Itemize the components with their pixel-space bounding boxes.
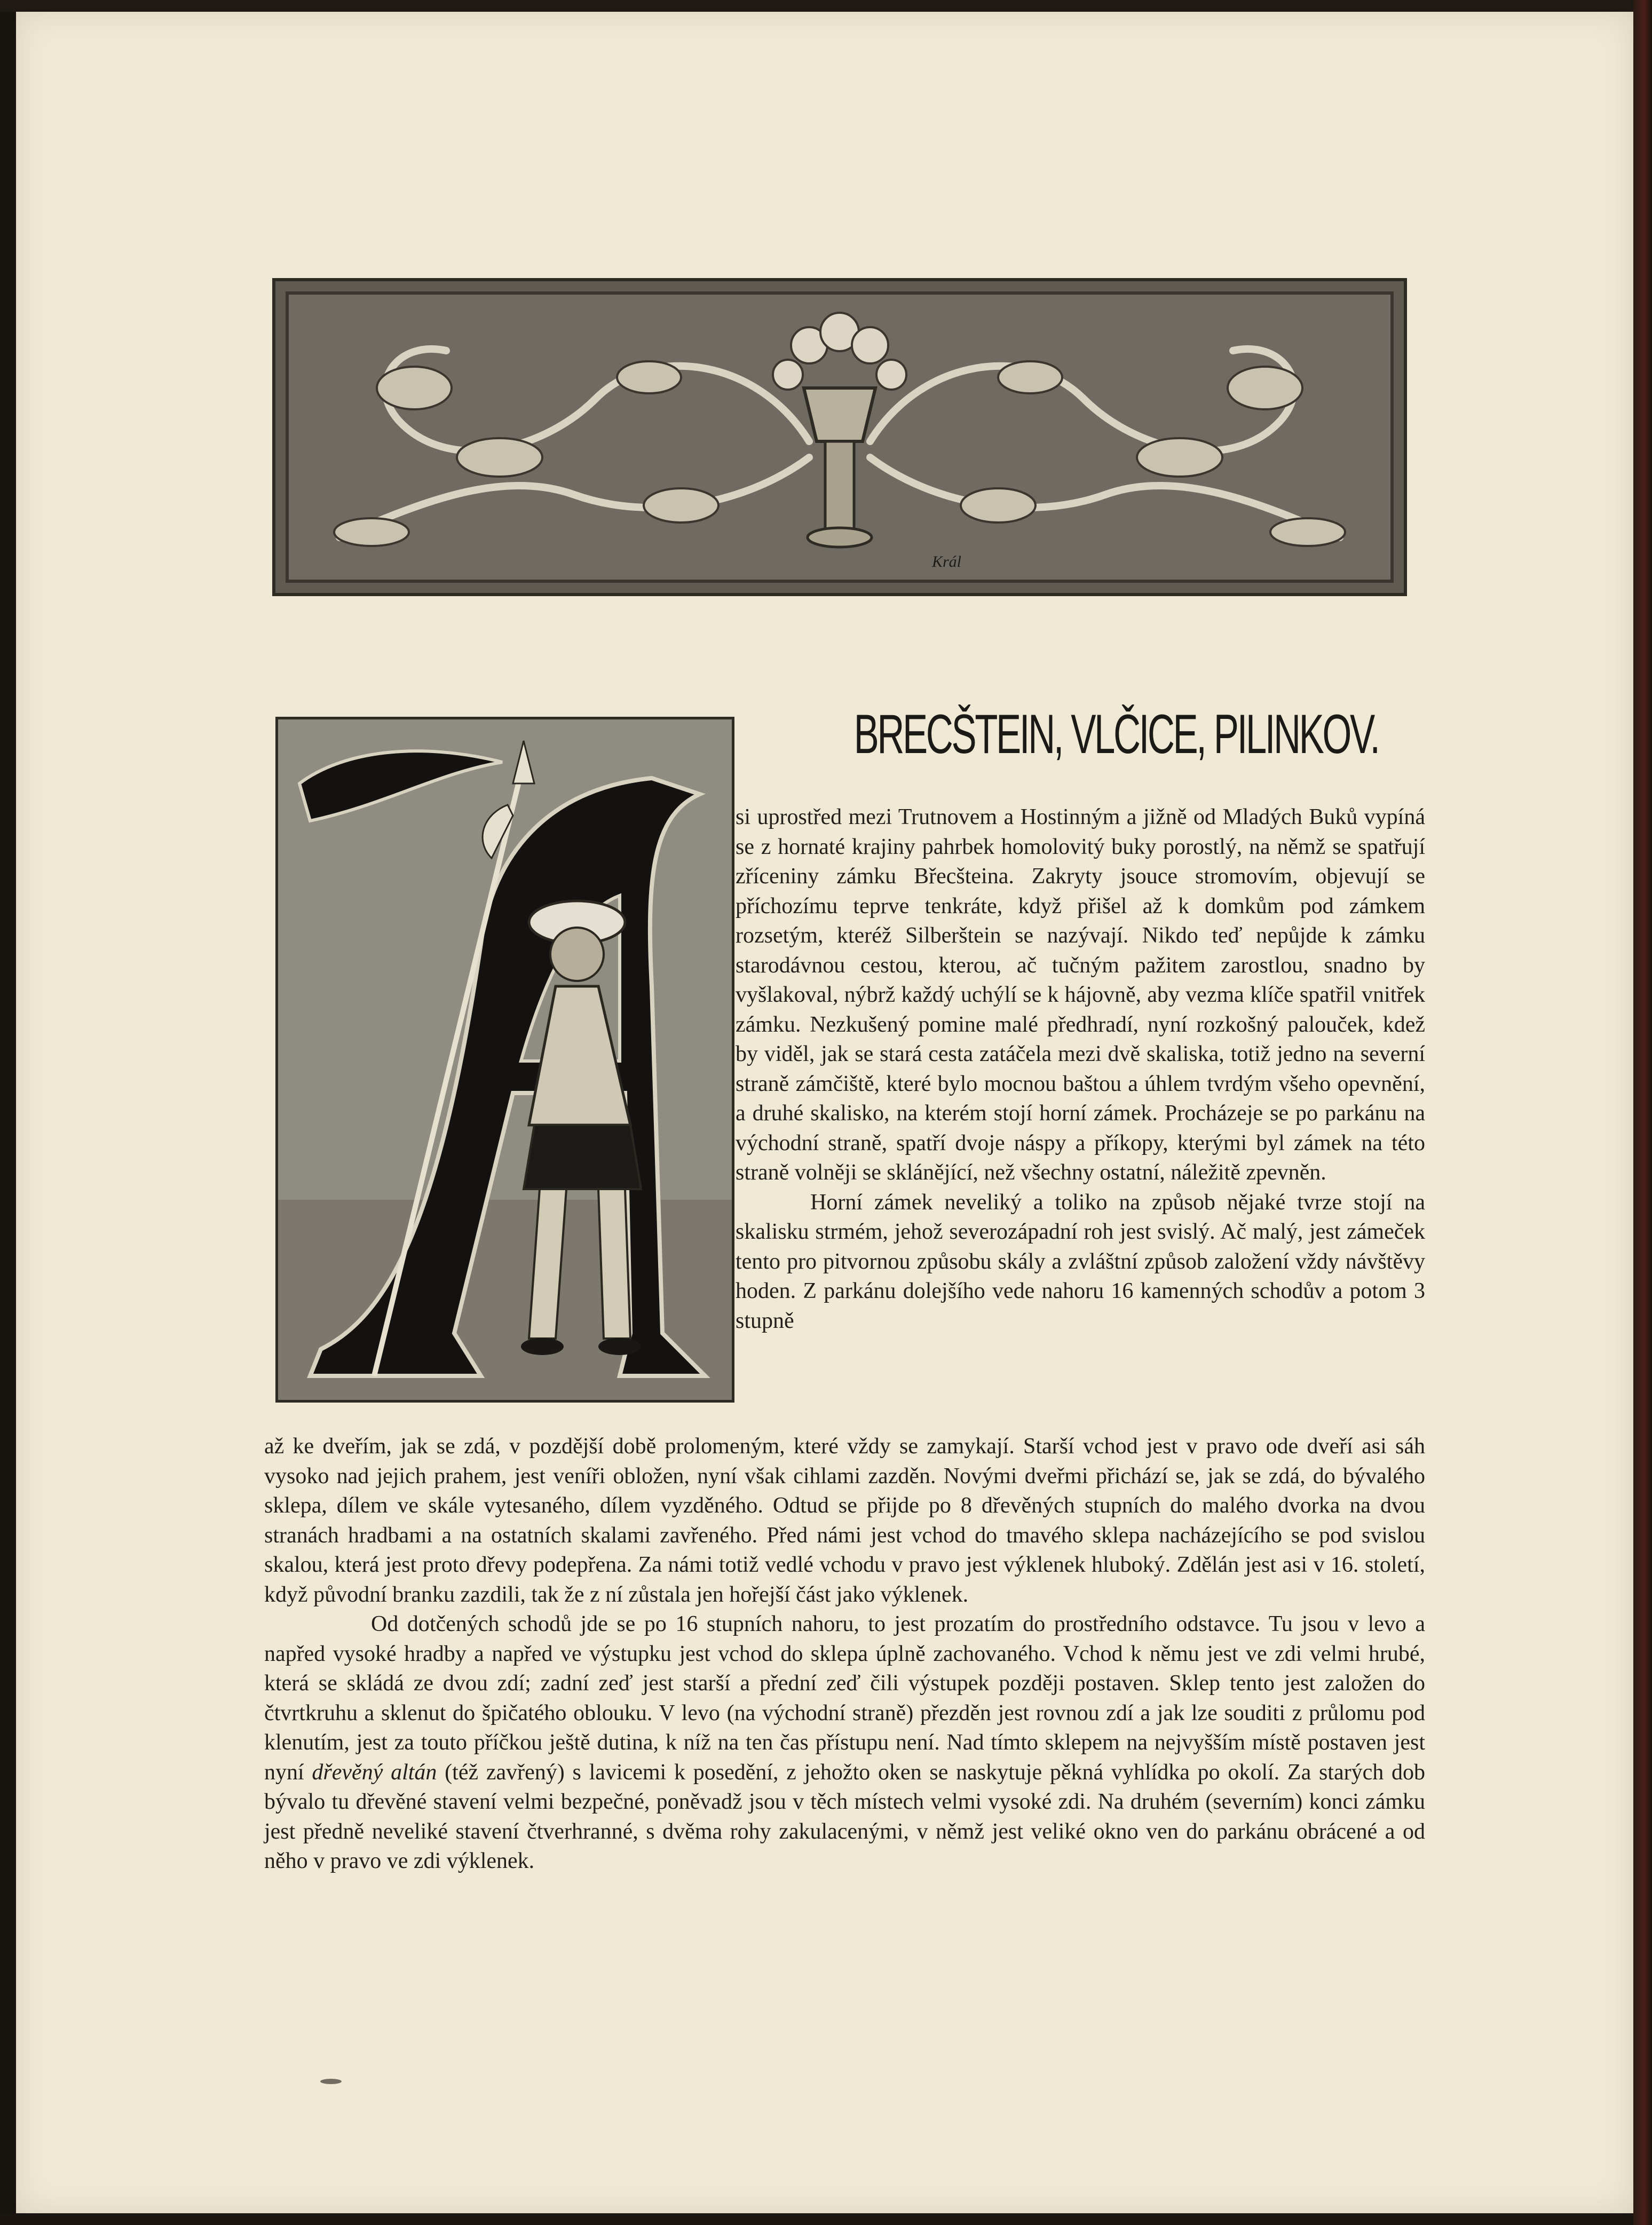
paragraph-3-after: (též zavřený) s lavicemi k posedění, z jehožto oken se naskytuje pěkná vyhlídka po okolí. Za starých dob bývalo tu dřevěné stavení velmi bezpečné, poněvadž jsou v těch místech velmi vysoké zdi. Na druhém (severním) konci zámku jest předně neveliké stavení čtverhranné, s dvěma rohy zakulacenými, v němž jest veliké okno ven do parkánu obrácené a od něho v pravo ve zdi výklenek. bbox=[264, 1760, 1425, 1873]
book-spine-edge bbox=[1633, 0, 1652, 2225]
body-text-column bbox=[264, 1432, 1425, 1876]
paragraph-1: si uprostřed mezi Trutnovem a Hostinným a jižně od Mladých Buků vypíná se z hornaté krajiny pahrbek homolovitý buky porostlý, na němž se spatřují zříceniny zámku Břecšteina. Zakryty jsouce stromovím, objevují se příchozímu teprve tenkráte, když přišel až k domkům pod zámkem rozsetým, kteréž Silberštein se nazývají. Nikdo teď nepůjde k zámku starodávnou cestou, kterou, ač tučným pažitem zarostlou, snadno by vyšlakoval, nýbrž každý uchýlí se k hájovně, aby vezma klíče spatřil vnitřek zámku. Nezkušený pomine malé předhradí, nyní rozkošný palouček, kdež by viděl, jak se stará cesta zatáčela mezi dvě skaliska, totiž jedno na severní straně zámčiště, které bylo mocnou baštou a úhlem tvrdým všeho opevnění, a druhé skalisko, na kterém stojí horní zámek. Procházeje se po parkánu na východní straně, spatří dvoje náspy a příkopy, kterými byl zámek na této straně volněji se sklánějící, než všechny ostatní, náležitě zpevněn. bbox=[736, 805, 1425, 1185]
intro-text-column bbox=[736, 803, 1425, 1336]
decorated-initial-a-icon bbox=[275, 717, 734, 1403]
scan-top-edge bbox=[0, 0, 1652, 12]
ornamental-headpiece-icon bbox=[272, 278, 1407, 596]
scan-bottom-edge bbox=[0, 2213, 1652, 2225]
paragraph-2-continued: až ke dveřím, jak se zdá, v pozdější době prolomeným, které vždy se zamykají. Starší vchod jest v pravo ode dveří asi sáh vysoko nad jejich prahem, jest veníři obložen, nyní však cihlami zazděn. Novými dveřmi přichází se, jak se zdá, do bývalého sklepa, dílem ve skále vytesaného, dílem vyzděného. Odtud se přijde po 8 dřevěných stupních do malého dvorka na dvou stranách hradbami a na ostatních skalami zavřeného. Před námi jest vchod do tmavého sklepa nacházejícího se pod svislou skalou, která jest proto dřevy podepřena. Za námi totiž vedlé vchodu v pravo jest výklenek hluboký. Zdělán jest asi v 16. století, když původní branku zazdili, tak že z ní zůstala jen hořejší část jako výklenek. bbox=[264, 1434, 1425, 1607]
paragraph-2-intro: Horní zámek neveliký a toliko na způsob nějaké tvrze stojí na skalisku strmém, jehož severozápadní roh jest svislý. Ač malý, jest zámeček tento pro pitvornou způsobu skály a zvláštní způsob založení vždy návštěvy hoden. Z parkánu dolejšího vede nahoru 16 kamenných schodův a potom 3 stupně bbox=[736, 1190, 1425, 1333]
ink-speck bbox=[320, 2079, 342, 2084]
paragraph-3-emphasis: dřevěný altán bbox=[312, 1760, 437, 1785]
initial-drawing bbox=[278, 719, 732, 1400]
paragraph-3 bbox=[264, 1610, 1425, 1876]
paragraph-3-before: Od dotčených schodů jde se po 16 stupních nahoru, to jest prozatím do prostředního odstavce. Tu jsou v levo a napřed vysoké hradby a napřed ve výstupku jest vchod do sklepa úplně zachovaného. Vchod k němu jest ve zdi velmi hrubé, která se skládá ze dvou zdí; zadní zeď jest starší a přední zeď čili výstupek později postaven. Sklep tento jest založen do čtvrtkruhu a sklenut do špičatého oblouku. V levo (na východní straně) přezděn jest rovnou zdí a jak lze souditi z průlomu pod klenutím, jest za touto příčkou ještě dutina, k níž na ten čas přístupu není. Nad tímto sklepem na nejvyšším místě postaven jest nyní bbox=[264, 1612, 1425, 1785]
headpiece-signature: Král bbox=[932, 553, 962, 571]
headpiece-drawing bbox=[275, 281, 1404, 593]
page-title: BRECŠTEIN, VLČICE, PILINKOV. bbox=[853, 703, 1379, 765]
